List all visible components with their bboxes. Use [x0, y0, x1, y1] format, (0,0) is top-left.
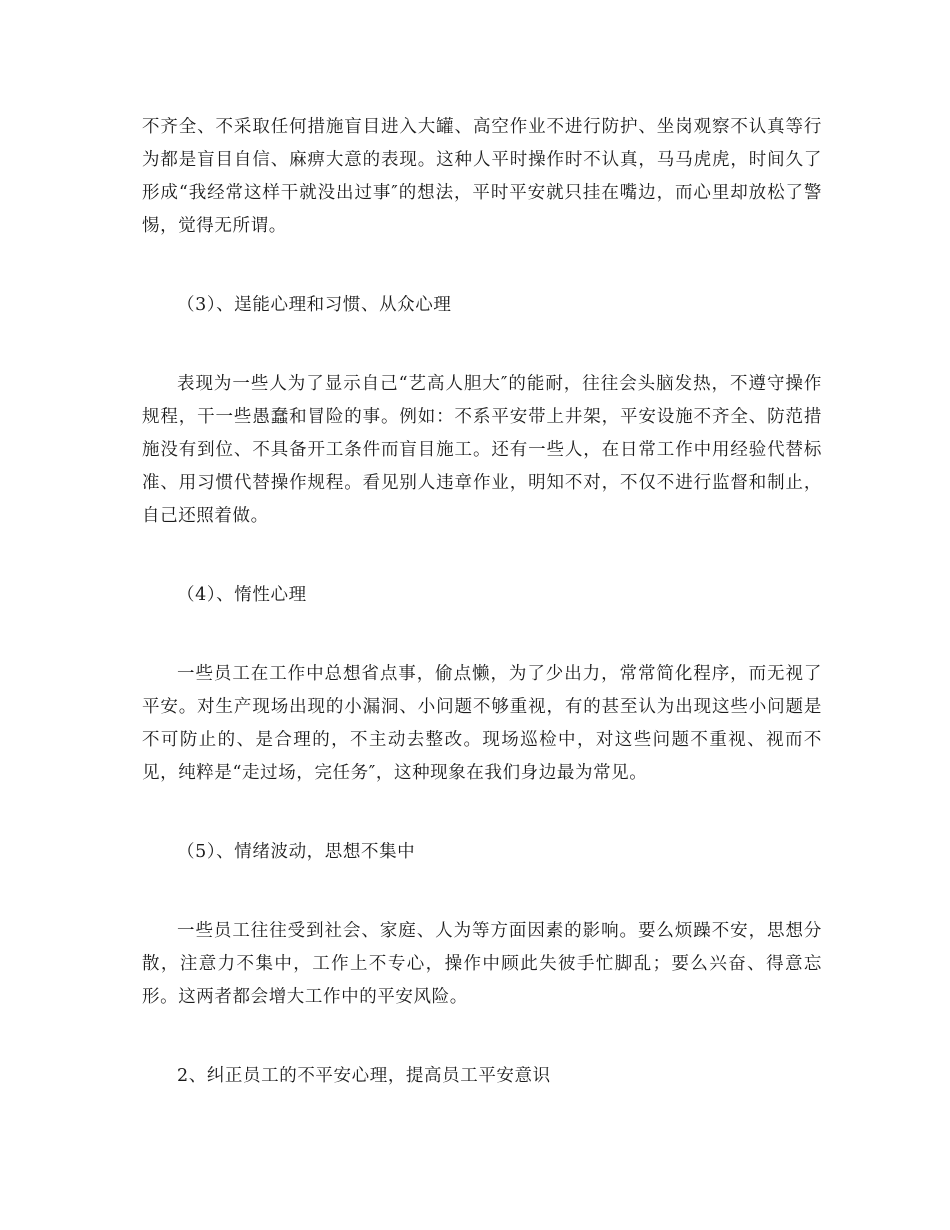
- paragraph-inertia-psychology: 一些员工在工作中总想省点事，偷点懒，为了少出力，常常简化程序，而无视了平安。对生产现场出现的小漏洞、小问题不够重视，有的甚至认为出现这些小问题是不可防止的、是合理的，不主动去整改。现场巡检中，对这些问题不重视、视而不见，纯粹是“走过场，完任务″，这种现象在我们身边最为常见。: [142, 664, 822, 783]
- heading-inertia-psychology: （4）、惰性心理: [177, 585, 307, 605]
- paragraph-overconfidence-continued: 不齐全、不采取任何措施盲目进入大罐、高空作业不进行防护、坐岗观察不认真等行为都是盲目自信、麻痹大意的表现。这种人平时操作时不认真，马马虎虎，时间久了形成“我经常这样干就没出过事″的想法，平时平安就只挂在嘴边，而心里却放松了警惕，觉得无所谓。: [142, 117, 822, 236]
- heading-section-2: 2、纠正员工的不平安心理，提高员工平安意识: [177, 1066, 551, 1086]
- paragraph-emotional-fluctuation: 一些员工往往受到社会、家庭、人为等方面因素的影响。要么烦躁不安，思想分散，注意力不集中，工作上不专心，操作中顾此失彼手忙脚乱；要么兴奋、得意忘形。这两者都会增大工作中的平安风险。: [142, 921, 822, 1007]
- heading-emotional-fluctuation: （5）、情绪波动，思想不集中: [177, 842, 416, 862]
- paragraph-showing-off-psychology: 表现为一些人为了显示自己“艺高人胆大″的能耐，往往会头脑发热，不遵守操作规程，干一些愚蠢和冒险的事。例如：不系平安带上井架，平安设施不齐全、防范措施没有到位、不具备开工条件而盲目施工。还有一些人，在日常工作中用经验代替标准、用习惯代替操作规程。看见别人违章作业，明知不对，不仅不进行监督和制止，自己还照着做。: [142, 374, 822, 526]
- document-body: [142, 111, 822, 1139]
- heading-showing-off-psychology: （3）、逞能心理和习惯、从众心理: [177, 295, 452, 315]
